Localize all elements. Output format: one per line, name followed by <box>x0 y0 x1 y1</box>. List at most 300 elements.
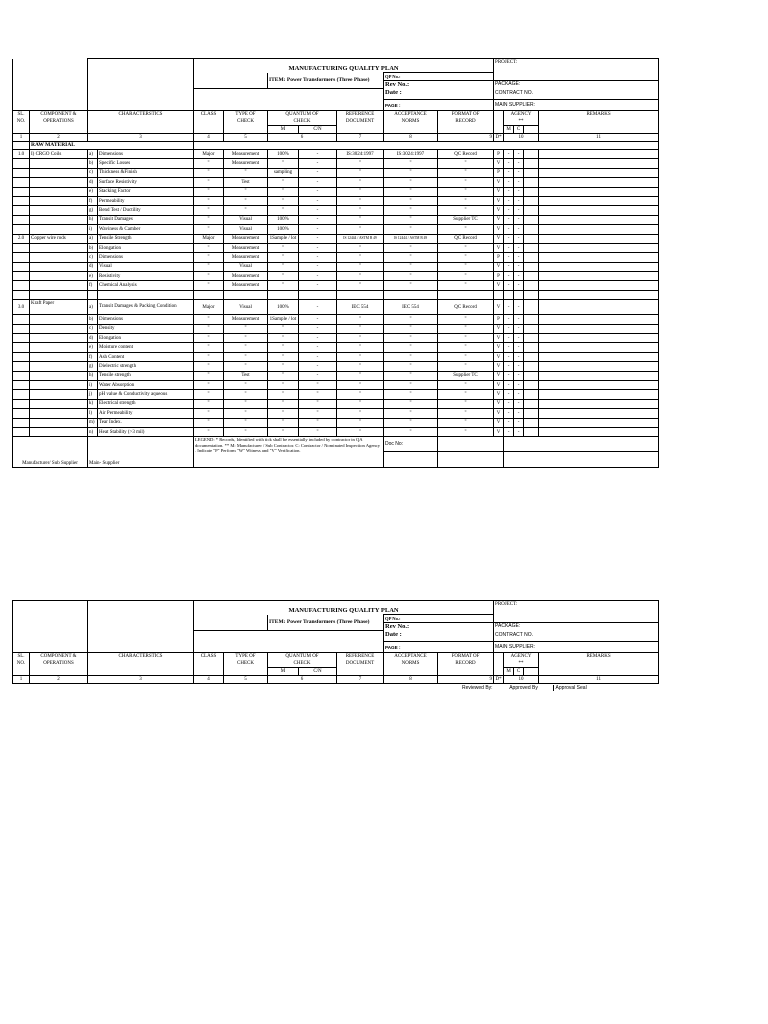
cell-remarks <box>539 206 659 215</box>
cell-char: Dimensions <box>98 253 194 262</box>
qp-no-label: QP No.: <box>384 615 494 623</box>
table-row <box>13 253 659 262</box>
col-blank <box>539 126 659 134</box>
cell-m: 100% <box>268 300 299 315</box>
cell-idx: d) <box>88 334 98 343</box>
cell-acc: " <box>384 380 438 389</box>
cell-remarks <box>539 187 659 196</box>
cell-sl <box>13 178 30 187</box>
cell-m: " <box>268 243 299 252</box>
table-row <box>13 362 659 371</box>
section-blank <box>13 142 30 150</box>
item-name: Power Transformers (Three Phase) <box>286 76 370 83</box>
col-num-8: 8 <box>384 134 438 142</box>
cell-d: P <box>494 150 504 159</box>
cell-acc: " <box>384 253 438 262</box>
cell-fmt: Supplier TC <box>438 215 494 224</box>
cell-m: 100% <box>268 150 299 159</box>
cell-a1: - <box>504 206 514 215</box>
cell-type: " <box>224 390 268 399</box>
col-check: CHECK <box>224 660 268 668</box>
col-remarks: REMARKS <box>539 111 659 119</box>
cell-acc: " <box>384 343 438 352</box>
page-label: PAGE : <box>384 642 494 653</box>
table-row <box>13 215 659 224</box>
col-blank <box>337 126 384 134</box>
table-row <box>13 196 659 205</box>
cell-d: V <box>494 390 504 399</box>
cell-acc: " <box>384 362 438 371</box>
cell-m: " <box>268 253 299 262</box>
footer-blank <box>504 437 659 451</box>
cell-cls: " <box>194 334 224 343</box>
cell-char: Thickness &Finish <box>98 168 194 177</box>
cell-blank <box>524 427 539 436</box>
col-num-5: 5 <box>224 676 268 684</box>
footer-blank <box>504 451 659 468</box>
cell-blank <box>524 243 539 252</box>
cell-a2: - <box>514 427 524 436</box>
cell-type: Measurement <box>224 272 268 281</box>
cell-m: " <box>268 343 299 352</box>
cell-a2: - <box>514 281 524 290</box>
cell-a2: - <box>514 352 524 361</box>
cell-ref: " <box>337 343 384 352</box>
cell-d: V <box>494 324 504 333</box>
cell-a1: - <box>504 418 514 427</box>
col-agency: AGENCY <box>504 111 539 119</box>
cell-char <box>98 290 194 299</box>
cell-remarks <box>539 243 659 252</box>
cell-type: " <box>224 187 268 196</box>
col-blank <box>494 660 504 668</box>
cell-remarks <box>539 315 659 324</box>
cell-comp: Kraft Paper <box>30 300 88 315</box>
cell-a2: - <box>514 343 524 352</box>
cell-remarks <box>539 352 659 361</box>
cell-blank <box>524 390 539 399</box>
cell-blank <box>524 352 539 361</box>
project-label: PROJECT: <box>494 601 659 623</box>
cell-fmt <box>438 290 494 299</box>
cell-acc: " <box>384 206 438 215</box>
cell-remarks <box>539 418 659 427</box>
cell-a2: - <box>514 380 524 389</box>
cell-idx: b) <box>88 159 98 168</box>
cell-cn: - <box>299 225 337 234</box>
cell-comp <box>30 334 88 343</box>
col-num-11: 11 <box>539 134 659 142</box>
cell-type: " <box>224 399 268 408</box>
cell-acc: " <box>384 159 438 168</box>
cell-sl <box>13 352 30 361</box>
package-label: PACKAGE: <box>494 81 659 89</box>
cell-idx: h) <box>88 215 98 224</box>
cell-d: V <box>494 187 504 196</box>
cell-acc: " <box>384 243 438 252</box>
col-num-2: 2 <box>30 676 88 684</box>
cell-a1: - <box>504 281 514 290</box>
col-norms: NORMS <box>384 118 438 126</box>
cell-sl <box>13 187 30 196</box>
cell-m: " <box>268 281 299 290</box>
table-row <box>13 178 659 187</box>
col-d-blank <box>494 111 504 119</box>
cell-char: Electrical strength <box>98 399 194 408</box>
cell-idx: g) <box>88 362 98 371</box>
cell-acc: " <box>384 390 438 399</box>
cell-sl <box>13 399 30 408</box>
cell-comp <box>30 253 88 262</box>
col-blank <box>30 668 88 676</box>
col-num-4: 4 <box>194 676 224 684</box>
cell-cls: " <box>194 362 224 371</box>
cell-idx: d) <box>88 178 98 187</box>
cell-acc: " <box>384 324 438 333</box>
cell-char: Ash Content <box>98 352 194 361</box>
cell-m: 1Sample / lot <box>268 315 299 324</box>
cell-a1: - <box>504 343 514 352</box>
cell-a2: - <box>514 371 524 380</box>
rev-no-label: Rev No.: <box>384 623 494 631</box>
cell-sl <box>13 262 30 271</box>
col-blank <box>539 668 659 676</box>
cell-cls: " <box>194 187 224 196</box>
cell-m: 1Sample / lot <box>268 234 299 243</box>
cell-char: Dimensions <box>98 315 194 324</box>
col-agency-c: C <box>514 126 524 134</box>
date-label: Date : <box>384 631 494 642</box>
cell-d: P <box>494 253 504 262</box>
cell-cls: Major <box>194 234 224 243</box>
cell-a2: - <box>514 272 524 281</box>
cell-char: Moisture content <box>98 343 194 352</box>
cell-m: " <box>268 178 299 187</box>
cell-cls <box>194 290 224 299</box>
cell-m: " <box>268 399 299 408</box>
cell-cn: - <box>299 343 337 352</box>
cell-sl <box>13 168 30 177</box>
project-label: PROJECT: <box>494 59 659 81</box>
cell-ref: " <box>337 196 384 205</box>
cell-d: V <box>494 234 504 243</box>
cell-type: Visual <box>224 215 268 224</box>
cell-remarks <box>539 300 659 315</box>
cell-idx: b) <box>88 243 98 252</box>
cell-cls: " <box>194 315 224 324</box>
item-prefix: ITEM: <box>269 618 287 625</box>
cell-m: " <box>268 390 299 399</box>
quality-plan-sheet-2 <box>12 600 658 694</box>
table-row <box>13 343 659 352</box>
cell-idx: g) <box>88 206 98 215</box>
cell-char: Water Absorption <box>98 380 194 389</box>
cell-idx: d) <box>88 262 98 271</box>
col-num-7: 7 <box>337 134 384 142</box>
cell-a2: - <box>514 206 524 215</box>
item-prefix: ITEM: <box>269 76 287 83</box>
cell-fmt: " <box>438 178 494 187</box>
cell-m: " <box>268 187 299 196</box>
cell-blank <box>524 300 539 315</box>
col-d-blank <box>494 653 504 661</box>
cell-a1: - <box>504 253 514 262</box>
cell-char: Air Permeability <box>98 409 194 418</box>
cell-a2: - <box>514 159 524 168</box>
cell-cls: " <box>194 215 224 224</box>
cell-cn: - <box>299 262 337 271</box>
cell-blank <box>524 225 539 234</box>
cell-idx <box>88 290 98 299</box>
cell-d: V <box>494 343 504 352</box>
col-num-10: 10 <box>504 676 539 684</box>
col-blank <box>88 668 194 676</box>
cell-cn <box>299 290 337 299</box>
cell-m: sampling <box>268 168 299 177</box>
cell-char: Density <box>98 324 194 333</box>
col-blank <box>438 126 494 134</box>
cell-idx: k) <box>88 399 98 408</box>
table-row <box>13 272 659 281</box>
cell-m <box>268 290 299 299</box>
cell-m: " <box>268 418 299 427</box>
col-cn: C/N <box>299 668 337 676</box>
col-blank <box>438 668 494 676</box>
page-title: MANUFACTURING QUALITY PLAN <box>194 601 494 615</box>
table-row <box>13 418 659 427</box>
cell-comp <box>30 262 88 271</box>
cell-comp <box>30 343 88 352</box>
cell-a1: - <box>504 300 514 315</box>
cell-ref: " <box>337 418 384 427</box>
cell-ref: " <box>337 380 384 389</box>
header-left-blank <box>13 601 88 653</box>
cell-blank <box>524 159 539 168</box>
cell-sl <box>13 272 30 281</box>
cell-cn: - <box>299 324 337 333</box>
cell-acc: " <box>384 225 438 234</box>
cell-cn: - <box>299 168 337 177</box>
header-left-blank <box>13 59 88 111</box>
header-blank-2 <box>88 59 194 111</box>
cell-cn: " <box>299 418 337 427</box>
cell-d: V <box>494 399 504 408</box>
cell-a1: - <box>504 409 514 418</box>
cell-ref: " <box>337 262 384 271</box>
cell-ref: " <box>337 187 384 196</box>
cell-a2: - <box>514 262 524 271</box>
table-row <box>13 427 659 436</box>
table-row <box>13 352 659 361</box>
cell-remarks <box>539 390 659 399</box>
col-component: COMPONENT & <box>30 111 88 119</box>
manufacturer-sub-supplier: Manufacturer/ Sub Supplier <box>13 437 88 468</box>
cell-type: Measurement <box>224 243 268 252</box>
cell-type: " <box>224 343 268 352</box>
cell-fmt: " <box>438 418 494 427</box>
cell-type: " <box>224 409 268 418</box>
col-document: DOCUMENT <box>337 660 384 668</box>
cell-sl <box>13 427 30 436</box>
cell-d: V <box>494 243 504 252</box>
cell-type: Measurement <box>224 253 268 262</box>
cell-cls: " <box>194 206 224 215</box>
cell-cn: - <box>299 206 337 215</box>
cell-m: " <box>268 427 299 436</box>
cell-cn: - <box>299 159 337 168</box>
cell-fmt: QC Record <box>438 234 494 243</box>
cell-a1: - <box>504 380 514 389</box>
approval-seal: Approval Seal <box>553 685 587 691</box>
col-check: CHECK <box>224 118 268 126</box>
cell-blank <box>524 409 539 418</box>
cell-char: Transit Damages & Packing Condition <box>98 300 194 315</box>
cell-blank <box>524 399 539 408</box>
reviewed-by: Reviewed By: <box>461 685 493 692</box>
cell-a2: - <box>514 178 524 187</box>
cell-a1: - <box>504 334 514 343</box>
cell-char: Transit Damages <box>98 215 194 224</box>
cell-char: Stacking Factor <box>98 187 194 196</box>
cell-acc: " <box>384 334 438 343</box>
package-label: PACKAGE: <box>494 623 659 631</box>
cell-fmt: QC Record <box>438 150 494 159</box>
col-num-9: 9 <box>438 676 494 684</box>
cell-fmt: " <box>438 315 494 324</box>
col-cn: C/N <box>299 126 337 134</box>
cell-sl <box>13 380 30 389</box>
col-num-11: 11 <box>539 676 659 684</box>
cell-char: Heat Stability (>3 mil) <box>98 427 194 436</box>
col-blank <box>194 118 224 126</box>
table-row <box>13 300 659 315</box>
cell-a2: - <box>514 399 524 408</box>
cell-cls: " <box>194 281 224 290</box>
cell-fmt: " <box>438 187 494 196</box>
cell-blank <box>524 196 539 205</box>
col-m: M <box>268 668 299 676</box>
cell-cls: " <box>194 262 224 271</box>
cell-cn: " <box>299 427 337 436</box>
cell-type: " <box>224 196 268 205</box>
cell-type: Visual <box>224 225 268 234</box>
cell-acc: " <box>384 281 438 290</box>
cell-comp <box>30 272 88 281</box>
cell-acc: " <box>384 262 438 271</box>
cell-d: V <box>494 418 504 427</box>
cell-comp <box>30 315 88 324</box>
cell-a1: - <box>504 272 514 281</box>
cell-m: " <box>268 352 299 361</box>
cell-comp: I) CRGO Coils <box>30 150 88 159</box>
cell-a1: - <box>504 315 514 324</box>
cell-a1: - <box>504 215 514 224</box>
cell-acc: IS 12444 / ASTM B 49 <box>384 234 438 243</box>
col-component: COMPONENT & <box>30 653 88 661</box>
cell-a2: - <box>514 243 524 252</box>
quality-plan-table-2 <box>12 600 659 694</box>
cell-blank <box>524 380 539 389</box>
col-blank <box>494 118 504 126</box>
col-no: NO. <box>13 118 30 126</box>
cell-a1: - <box>504 399 514 408</box>
cell-a2: - <box>514 196 524 205</box>
col-format: FORMAT OF <box>438 653 494 661</box>
cell-a1: - <box>504 390 514 399</box>
cell-remarks <box>539 234 659 243</box>
cell-sl <box>13 281 30 290</box>
col-record: RECORD <box>438 660 494 668</box>
cell-cls: " <box>194 196 224 205</box>
col-blank <box>384 126 438 134</box>
cell-d: V <box>494 371 504 380</box>
col-num-8: 8 <box>384 676 438 684</box>
cell-comp <box>30 427 88 436</box>
page-label: PAGE : <box>384 100 494 111</box>
cell-a2: - <box>514 150 524 159</box>
col-agency-stars: ** <box>504 660 539 668</box>
cell-comp <box>30 196 88 205</box>
col-operations: OPERATIONS <box>30 660 88 668</box>
cell-acc: " <box>384 196 438 205</box>
col-no: NO. <box>13 660 30 668</box>
cell-acc: " <box>384 427 438 436</box>
cell-sl <box>13 243 30 252</box>
table-row <box>13 390 659 399</box>
cell-acc: " <box>384 371 438 380</box>
cell-ref: " <box>337 399 384 408</box>
cell-cn: - <box>299 150 337 159</box>
cell-a1: - <box>504 187 514 196</box>
cell-acc: " <box>384 215 438 224</box>
col-type: TYPE OF <box>224 111 268 119</box>
col-blank <box>194 126 224 134</box>
cell-cn: - <box>299 243 337 252</box>
cell-char: pH value & Conductivity aqueous <box>98 390 194 399</box>
cell-type: " <box>224 334 268 343</box>
col-num-7: 7 <box>337 676 384 684</box>
cell-a2: - <box>514 324 524 333</box>
item-line <box>268 73 384 89</box>
cell-remarks <box>539 362 659 371</box>
col-record: RECORD <box>438 118 494 126</box>
cell-fmt: " <box>438 324 494 333</box>
cell-a1: - <box>504 168 514 177</box>
cell-d: V <box>494 409 504 418</box>
date-label: Date : <box>384 89 494 100</box>
cell-m: " <box>268 362 299 371</box>
cell-remarks <box>539 371 659 380</box>
table-row <box>13 159 659 168</box>
cell-acc: IS:3024:1997 <box>384 150 438 159</box>
quality-plan-table <box>12 58 659 468</box>
cell-cls: Major <box>194 300 224 315</box>
cell-type <box>224 290 268 299</box>
cell-idx: e) <box>88 187 98 196</box>
cell-ref: " <box>337 409 384 418</box>
cell-a1: - <box>504 196 514 205</box>
col-num-d: D* <box>495 677 502 682</box>
cell-idx: a) <box>88 150 98 159</box>
cell-d: P <box>494 315 504 324</box>
table-row <box>13 243 659 252</box>
cell-blank <box>524 187 539 196</box>
cell-remarks <box>539 178 659 187</box>
cell-m: " <box>268 206 299 215</box>
cell-acc: " <box>384 399 438 408</box>
cell-cn: - <box>299 196 337 205</box>
cell-cn: " <box>299 380 337 389</box>
